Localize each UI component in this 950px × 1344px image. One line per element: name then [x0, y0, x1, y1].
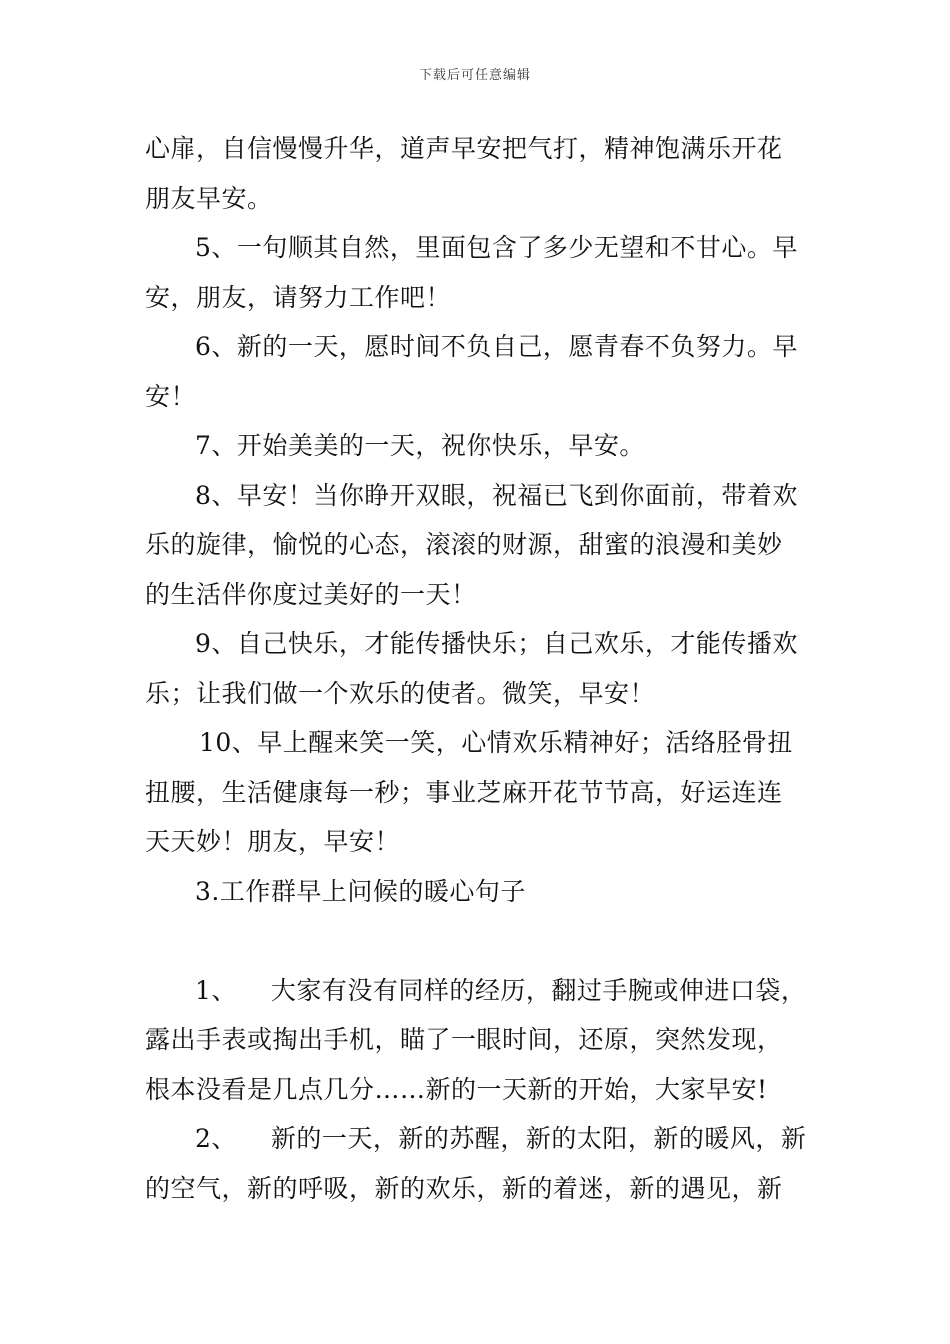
item-number: 1、 [195, 975, 237, 1005]
item-text: 新的一天，新的苏醒，新的太阳，新的暖风，新 [270, 1124, 807, 1153]
list-item-8: 8、早安！当你睁开双眼，祝福已飞到你面前，带着欢 [195, 480, 798, 510]
item-number: 2、 [195, 1124, 237, 1153]
list-item-9: 9、自己快乐，才能传播快乐；自己欢乐，才能传播欢 [195, 629, 798, 658]
list-item-5: 5、一句顺其自然，里面包含了多少无望和不甘心。早 [195, 233, 798, 262]
list-item-2 [145, 1114, 810, 1164]
list-item-6: 6、新的一天，愿时间不负自己，愿青春不负努力。早 [195, 332, 798, 361]
text-line: 扭腰，生活健康每一秒；事业芝麻开花节节高，好运连连 [145, 777, 783, 807]
item-text: 大家有没有同样的经历，翻过手腕或伸进口袋， [270, 975, 807, 1005]
text-line: 乐；让我们做一个欢乐的使者。微笑，早安！ [145, 678, 656, 708]
section-heading: 3.工作群早上问候的暖心句子 [195, 876, 526, 906]
text-line: 的空气，新的呼吸，新的欢乐，新的着迷，新的遇见，新 [145, 1173, 783, 1203]
text-line: 安，朋友，请努力工作吧！ [145, 282, 452, 312]
list-item-7: 7、开始美美的一天，祝你快乐，早安。 [195, 431, 645, 460]
text-line: 朋友早安。 [145, 183, 273, 213]
document-body [145, 124, 810, 1213]
page-header: 下载后可任意编辑 [418, 68, 531, 83]
text-line: 露出手表或掏出手机，瞄了一眼时间，还原，突然发现， [145, 1025, 783, 1054]
text-line: 根本没看是几点几分……新的一天新的开始，大家早安! [145, 1074, 768, 1104]
list-item-1 [145, 966, 810, 1016]
text-line: 的生活伴你度过美好的一天！ [145, 579, 477, 609]
list-item-10: 10、早上醒来笑一笑，心情欢乐精神好；活络胫骨扭 [199, 728, 793, 757]
text-line: 心扉，自信慢慢升华，道声早安把气打，精神饱满乐开花 [145, 134, 783, 163]
text-line: 乐的旋律，愉悦的心态，滚滚的财源，甜蜜的浪漫和美妙 [145, 530, 783, 559]
blank-line [145, 916, 810, 966]
text-line: 天天妙！朋友，早安！ [145, 827, 401, 856]
text-line: 安！ [145, 381, 197, 411]
